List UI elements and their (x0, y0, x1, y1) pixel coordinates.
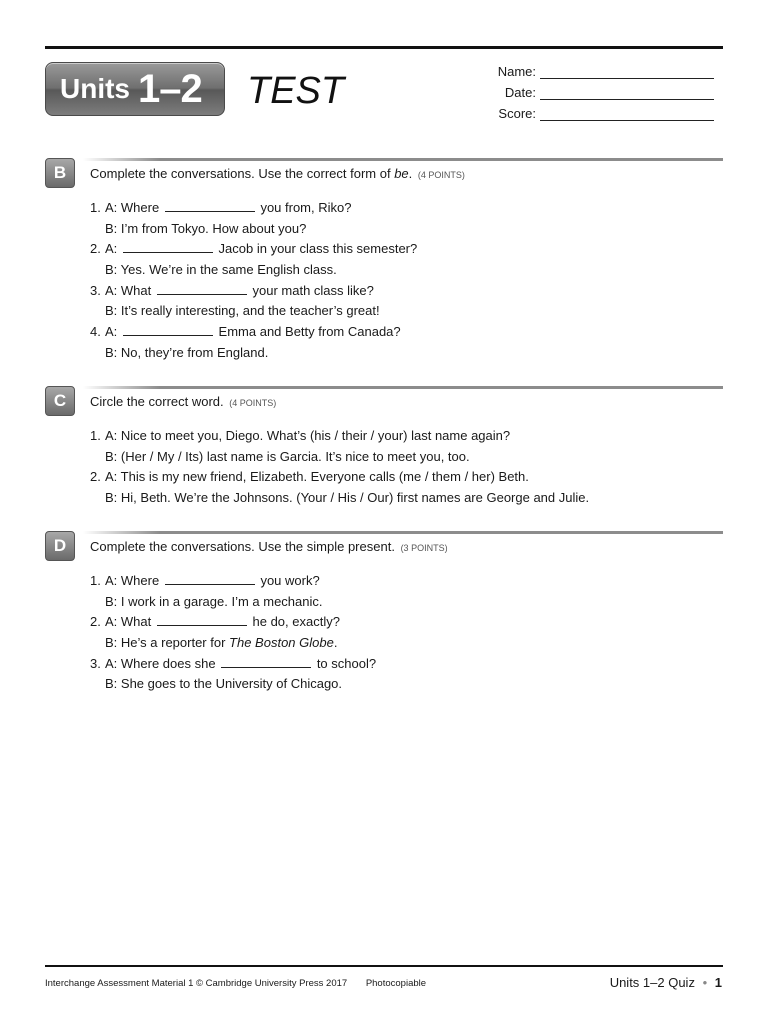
answer-blank[interactable] (123, 240, 213, 253)
quiz-label: Units 1–2 Quiz (609, 975, 695, 990)
section-header (45, 386, 723, 416)
date-label: Date: (504, 85, 536, 100)
footer-right (610, 975, 722, 990)
date-row (498, 79, 714, 100)
answer-blank[interactable] (165, 199, 255, 212)
points-label: (3 POINTS) (400, 543, 448, 553)
score-label: Score: (498, 106, 536, 121)
section-d (45, 531, 723, 695)
footer-rule (45, 965, 723, 967)
answer-line: B: He’s a reporter for The Boston Globe. (105, 635, 338, 651)
answer-blank[interactable] (221, 655, 311, 668)
question-line: 1. A: Where you from, Riko? (90, 200, 352, 215)
answer-line: B: I’m from Tokyo. How about you? (105, 220, 307, 236)
answer-blank[interactable] (123, 323, 213, 336)
top-rule (45, 46, 723, 49)
name-field[interactable] (540, 64, 714, 79)
question-list (90, 426, 723, 509)
answer-line: B: Hi, Beth. We’re the Johnsons. (Your / His / Our) first names are George and Julie. (105, 490, 590, 506)
section-b (45, 158, 723, 364)
units-word: Units (60, 73, 130, 104)
question-line: 3. A: Where does she to school? (90, 655, 377, 671)
section-instructions: Circle the correct word. (4 POINTS) (90, 394, 277, 409)
bullet-separator: • (702, 975, 708, 990)
page-number: 1 (714, 975, 722, 990)
section-c (45, 386, 723, 509)
points-label: (4 POINTS) (229, 398, 277, 408)
question-list (90, 571, 723, 695)
section-letter-badge: B (45, 158, 75, 188)
answer-line: B: It’s really interesting, and the teacher’s great! (105, 303, 380, 319)
student-info (498, 58, 714, 121)
photocopiable-text: Photocopiable (365, 978, 427, 989)
answer-blank[interactable] (157, 282, 247, 295)
question-line: 1. A: Where you work? (90, 573, 320, 588)
units-number: 1–2 (138, 66, 202, 111)
question-line: 2. A: This is my new friend, Elizabeth. Everyone calls (me / them / her) Beth. (90, 469, 529, 485)
section-instructions: Complete the conversations. Use the simple present. (3 POINTS) (90, 539, 448, 554)
footer-left (45, 978, 426, 989)
question-line: 2. A: Jacob in your class this semester? (90, 241, 418, 257)
answer-blank[interactable] (165, 572, 255, 585)
question-line: 4. A: Emma and Betty from Canada? (90, 324, 401, 340)
section-letter-badge: D (45, 531, 75, 561)
question-list (90, 198, 723, 364)
section-rule (83, 158, 723, 161)
answer-line: B: No, they’re from England. (105, 344, 269, 360)
answer-line: B: Yes. We’re in the same English class. (105, 262, 337, 278)
question-line: 1. A: Nice to meet you, Diego. What’s (his / their / your) last name again? (90, 428, 511, 443)
copyright-text: Interchange Assessment Material 1 © Cambridge University Press 2017 (45, 978, 348, 989)
points-label: (4 POINTS) (417, 170, 465, 180)
answer-blank[interactable] (157, 613, 247, 626)
score-row (498, 100, 714, 121)
name-label: Name: (497, 64, 536, 79)
section-rule (83, 531, 723, 534)
question-line: 3. A: What your math class like? (90, 282, 374, 298)
section-letter-badge: C (45, 386, 75, 416)
question-line: 2. A: What he do, exactly? (90, 614, 340, 630)
date-field[interactable] (540, 85, 714, 100)
name-row (498, 58, 714, 79)
test-title: TEST (247, 70, 345, 112)
section-header (45, 158, 723, 188)
answer-line: B: (Her / My / Its) last name is Garcia. It’s nice to meet you, too. (105, 448, 470, 464)
section-rule (83, 386, 723, 389)
answer-line: B: I work in a garage. I’m a mechanic. (105, 593, 323, 609)
section-instructions: Complete the conversations. Use the correct form of be. (4 POINTS) (90, 166, 465, 181)
units-badge (45, 62, 225, 116)
section-header (45, 531, 723, 561)
score-field[interactable] (540, 106, 714, 121)
answer-line: B: She goes to the University of Chicago. (105, 676, 343, 692)
